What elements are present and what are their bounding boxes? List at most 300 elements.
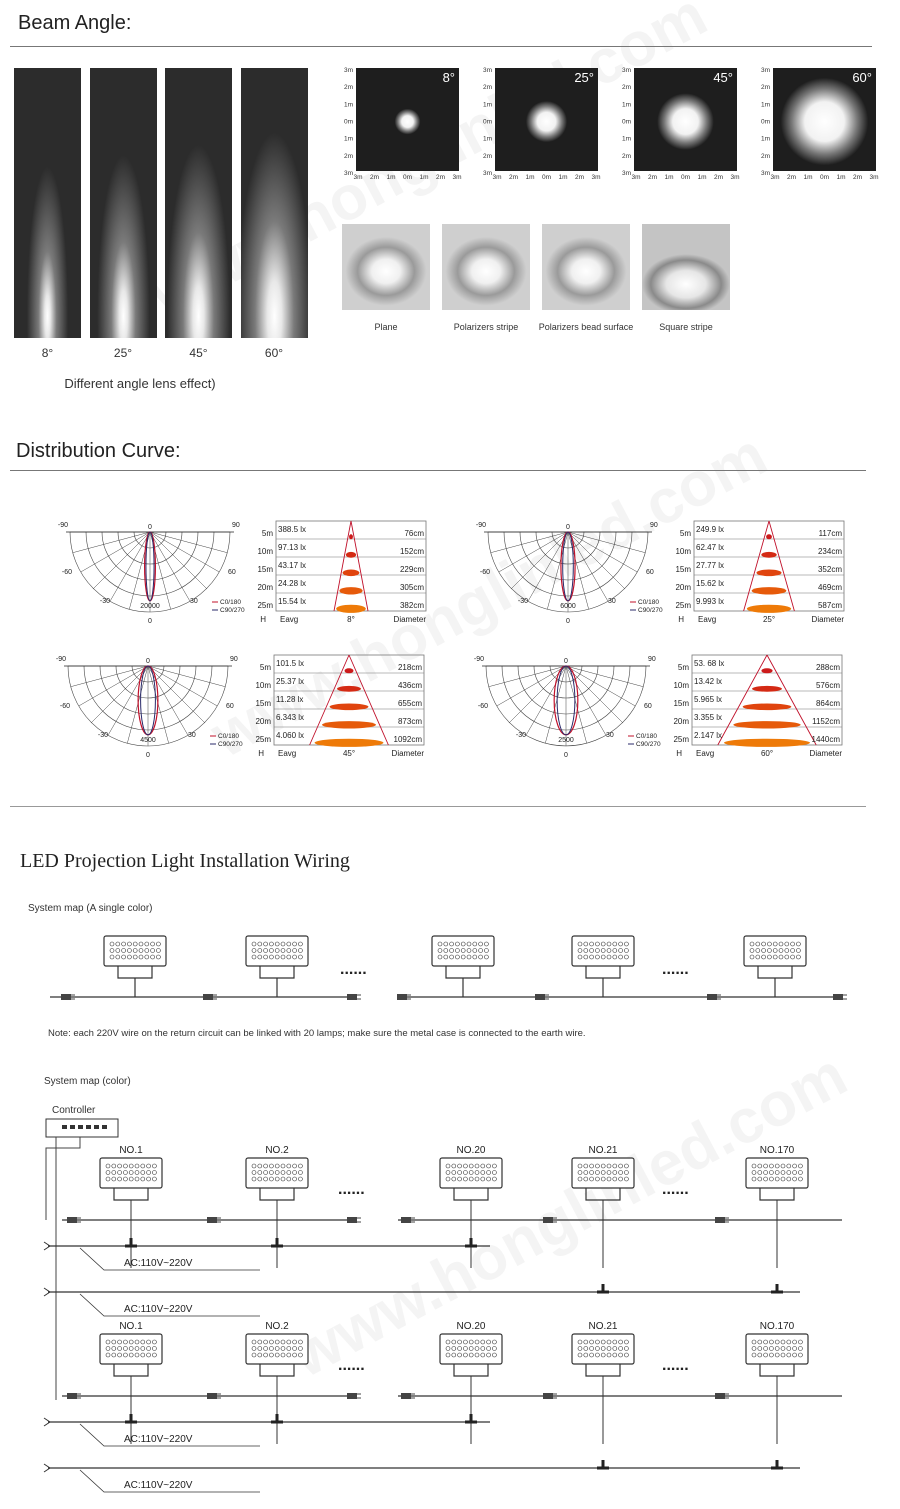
t-connector [597,1460,609,1468]
polar-spoke [491,532,568,553]
axis-tick: 1m [482,101,492,109]
led-bead [446,1164,450,1168]
led-bead [590,1171,594,1175]
led-bead [487,1340,491,1344]
led-bead [601,949,605,953]
led-bead [781,1177,785,1181]
led-bead [578,949,582,953]
led-bead [463,1177,467,1181]
led-bead [487,1353,491,1357]
led-bead [444,955,448,959]
led-bead [287,1177,291,1181]
led-bead [613,942,617,946]
led-bead [463,1164,467,1168]
led-bead [775,1177,779,1181]
led-bead [123,1353,127,1357]
lamp-bracket [760,1188,794,1200]
led-bead [298,1353,302,1357]
distribution-panel [56,655,424,759]
eavg-value: 13.42 lx [694,677,723,686]
diameter-value: 152cm [399,547,424,556]
polar-spoke [150,532,219,572]
led-bead [578,1347,582,1351]
axis-tick: 3m [343,170,353,177]
led-bead [584,1340,588,1344]
axis-tick: 2m [508,174,519,181]
led-bead [619,942,623,946]
axis-tick: 2m [574,174,585,181]
divider [10,806,866,807]
polar-spoke [568,532,608,601]
height-label: 10m [257,547,273,556]
beam-spot [724,739,810,747]
led-bead [578,1171,582,1175]
connector-body [715,1393,725,1399]
led-bead [287,942,291,946]
polar-spoke [150,532,227,553]
controller-port [102,1125,107,1129]
diameter-value: 234cm [817,547,842,556]
polar-label: 30 [188,732,196,739]
led-bead [147,1171,151,1175]
axis-tick: 1m [836,174,846,181]
led-bead [595,942,599,946]
led-bead [452,1164,456,1168]
led-bead [469,1340,473,1344]
eavg-value: 53. 68 lx [694,659,725,668]
led-bead [123,1177,127,1181]
led-bead [752,1340,756,1344]
led-bead [281,1164,285,1168]
cone-angle: 60° [760,749,774,758]
led-bead [145,949,149,953]
axis-tick: 1m [760,135,770,143]
led-bead [584,1177,588,1181]
led-bead [116,955,120,959]
light-spot [395,109,421,135]
led-bead [258,942,262,946]
led-bead [619,1340,623,1344]
led-bead [298,955,302,959]
cone-angle: 25° [762,615,776,624]
polar-spoke [545,666,566,743]
led-bead [487,1171,491,1175]
led-bead [787,1164,791,1168]
height-label: 20m [673,717,689,726]
connector-body [715,1217,725,1223]
led-bead [775,1340,779,1344]
axis-tick: 1m [482,135,492,143]
divider [10,46,872,47]
polar-scale: 4500 [140,737,156,744]
polar-spoke [511,532,568,589]
led-bead [595,955,599,959]
led-bead [787,1177,791,1181]
led-bead [481,1177,485,1181]
led-bead [752,1164,756,1168]
polar-label: 0 [564,658,568,665]
led-bead [607,949,611,953]
axis-tick: 1m [803,174,813,181]
led-bead [613,949,617,953]
led-bead [135,1353,139,1357]
led-bead [607,1340,611,1344]
led-bead [481,1340,485,1344]
polar-label: -30 [97,732,108,739]
led-bead [601,1353,605,1357]
beam-spot [733,721,800,728]
led-bead [584,942,588,946]
axis-tick: 3m [730,174,740,181]
connector-body [347,1393,357,1399]
led-bead [287,1353,291,1357]
led-bead [269,1340,273,1344]
spot-chart [761,67,879,181]
led-bead [578,955,582,959]
connector-body [535,994,545,1000]
led-bead [798,1340,802,1344]
led-bead [773,942,777,946]
polar-chart [474,656,661,759]
polar-label: 0 [146,658,150,665]
led-bead [116,942,120,946]
diameter-value: 587cm [817,601,842,610]
led-bead [135,1340,139,1344]
continuation-dots: ...... [662,961,689,978]
beam-spot [743,704,792,711]
led-bead [112,1340,116,1344]
spot-angle: 60° [852,70,872,85]
led-bead [264,1177,268,1181]
led-bead [750,942,754,946]
t-connector [125,1238,137,1246]
cable-connector [833,994,847,1000]
led-bead [479,942,483,946]
led-bead [762,942,766,946]
eavg-label: Eavg [280,615,299,624]
led-bead [122,949,126,953]
continuation-dots: ...... [662,1357,689,1374]
height-label: 25m [255,735,271,744]
axis-tick: 3m [621,67,631,74]
height-label: 5m [259,663,271,672]
axis-tick: 2m [760,84,770,92]
led-bead [287,1171,291,1175]
beam-spot [330,704,369,711]
led-bead [481,1353,485,1357]
legend-c90: C90/270 [636,741,661,748]
spot-charts [336,62,886,192]
height-label: 10m [673,681,689,690]
led-bead [584,955,588,959]
eavg-value: 27.77 lx [696,561,725,570]
connector-body [543,1393,553,1399]
axis-tick: 2m [343,152,353,160]
diameter-value: 576cm [815,681,840,690]
led-bead [298,942,302,946]
led-bead [469,1347,473,1351]
led-bead [298,1340,302,1344]
led-bead [584,1347,588,1351]
axis-tick: 1m [386,174,396,181]
led-bead [613,955,617,959]
led-bead [781,1347,785,1351]
led-bead [764,1340,768,1344]
controller-label: Controller [52,1105,96,1116]
led-bead [133,955,137,959]
spot-angle: 45° [713,70,733,85]
diameter-value: 218cm [397,663,422,672]
light-spot [526,101,567,142]
led-bead [258,1164,262,1168]
led-bead [601,1177,605,1181]
led-bead [578,1177,582,1181]
led-bead [619,1164,623,1168]
polar-label: 60 [646,569,654,576]
eavg-label: Eavg [696,749,715,758]
connector-body [61,994,71,1000]
polar-label: -60 [61,569,72,576]
connector-body [347,1217,357,1223]
led-bead [762,949,766,953]
led-bead [756,942,760,946]
beam-photo-angle: 45° [189,346,208,360]
led-bead [135,1171,139,1175]
axis-tick: 3m [760,67,770,74]
axis-tick: 2m [647,174,658,181]
led-bead [129,1340,133,1344]
led-bead [129,1353,133,1357]
flood-light-fixture [246,1334,308,1376]
t-connector [771,1284,783,1292]
lamp-number: NO.170 [759,1145,795,1156]
plug-icon [44,1418,50,1426]
led-bead [607,942,611,946]
led-bead [450,949,454,953]
led-bead [475,1347,479,1351]
led-bead [151,942,155,946]
polar-label: -90 [473,656,484,663]
led-bead [791,942,795,946]
led-bead [601,1171,605,1175]
divider [10,470,866,471]
eavg-value: 15.62 lx [696,579,725,588]
led-bead [595,1171,599,1175]
polar-label: 90 [648,656,656,663]
diameter-value: 655cm [397,699,422,708]
led-bead [607,1353,611,1357]
lamp-bracket [260,1364,294,1376]
led-bead [758,1171,762,1175]
led-bead [798,1177,802,1181]
polar-label: -60 [477,703,488,710]
led-bead [281,1171,285,1175]
led-bead [590,1164,594,1168]
flood-light-fixture [572,936,634,978]
lamp-bracket [260,1188,294,1200]
led-bead [487,1347,491,1351]
led-bead [123,1340,127,1344]
axis-tick: 0m [819,174,830,181]
led-bead [796,949,800,953]
led-bead [293,1177,297,1181]
led-bead [147,1347,151,1351]
axis-tick: 0m [343,118,353,126]
illuminance-table [257,521,426,624]
led-bead [112,1353,116,1357]
led-bead [764,1171,768,1175]
led-bead [281,1347,285,1351]
height-label: 5m [679,529,691,538]
led-bead [275,1177,279,1181]
led-bead [452,1171,456,1175]
axis-tick: 0m [621,118,631,126]
led-bead [481,1347,485,1351]
spot-chart [622,67,740,181]
polar-spoke [528,532,568,601]
h-label: H [676,749,682,758]
axis-tick: 3m [591,174,601,181]
led-bead [758,1353,762,1357]
led-bead [467,955,471,959]
led-bead [767,955,771,959]
eavg-value: 4.060 lx [276,731,305,740]
led-bead [458,1177,462,1181]
t-connector [465,1238,477,1246]
led-bead [106,1353,110,1357]
axis-tick: 2m [482,152,492,160]
led-bead [775,1171,779,1175]
axis-tick: 3m [869,174,879,181]
diameter-label: Diameter [809,749,842,758]
lens-photo [542,224,630,310]
connector-body [207,1217,217,1223]
led-bead [446,1347,450,1351]
led-bead [798,1347,802,1351]
led-bead [793,1347,797,1351]
continuation-dots: ...... [662,1181,689,1198]
led-bead [781,1340,785,1344]
led-bead [438,942,442,946]
led-bead [287,1340,291,1344]
led-bead [446,1171,450,1175]
polar-spoke [568,532,625,589]
led-bead [607,1171,611,1175]
lamp-number: NO.1 [119,1145,143,1156]
led-bead [578,1340,582,1344]
polar-spoke [489,666,566,687]
led-bead [781,1353,785,1357]
continuation-dots: ...... [340,961,367,978]
led-bead [106,1177,110,1181]
polar-label: 0 [148,618,152,625]
led-bead [595,1177,599,1181]
lamp-bracket [758,966,792,978]
led-bead [767,949,771,953]
led-bead [590,1177,594,1181]
led-bead [293,942,297,946]
led-bead [461,949,465,953]
diameter-value: 76cm [404,529,424,538]
led-bead [264,955,268,959]
led-bead [798,1353,802,1357]
polar-label: 0 [564,752,568,759]
eavg-value: 97.13 lx [278,543,307,552]
led-bead [455,942,459,946]
led-bead [752,1171,756,1175]
led-bead [264,942,268,946]
led-bead [578,942,582,946]
axis-tick: 3m [452,174,462,181]
eavg-value: 6.343 lx [276,713,305,722]
led-bead [141,1340,145,1344]
height-label: 15m [257,565,273,574]
led-bead [123,1171,127,1175]
led-bead [796,955,800,959]
beam-angle-title: Beam Angle: [18,12,132,34]
led-bead [141,1353,145,1357]
polar-label: 0 [566,524,570,531]
led-bead [118,1164,122,1168]
legend-c0: C0/180 [218,733,239,740]
led-bead [287,1347,291,1351]
lamp-number: NO.20 [456,1145,486,1156]
led-bead [601,1340,605,1344]
led-bead [118,1353,122,1357]
beam-photo-angle: 8° [41,346,54,360]
led-bead [281,955,285,959]
beam-photo-angle: 25° [113,346,133,360]
axis-tick: 1m [343,101,353,109]
ac-label: AC:110V~220V [124,1434,193,1445]
led-bead [275,1164,279,1168]
led-bead [492,1177,496,1181]
connector-body [397,994,407,1000]
lens-caption: Square stripe [659,322,713,332]
distribution-curve-title: Distribution Curve: [16,440,181,462]
led-bead [607,1164,611,1168]
polar-chart [56,656,243,759]
axis-tick: 3m [482,170,492,177]
color-system-label: System map (color) [44,1076,131,1087]
led-bead [601,1164,605,1168]
led-bead [446,1353,450,1357]
diameter-value: 305cm [399,583,424,592]
ac-label: AC:110V~220V [124,1304,193,1315]
h-label: H [258,749,264,758]
cone-angle: 8° [347,615,355,624]
led-bead [281,942,285,946]
led-bead [624,942,628,946]
led-bead [764,1347,768,1351]
flood-light-fixture [572,1158,634,1200]
beam-photo [90,68,157,338]
led-bead [450,942,454,946]
led-bead [147,1353,151,1357]
eavg-value: 2.147 lx [694,731,723,740]
wiring-note: Note: each 220V wire on the return circuit can be linked with 20 lamps; make sure the metal case is connected to the earth wire. [48,1028,586,1039]
polar-label: 90 [650,522,658,529]
controller-port [78,1125,83,1129]
led-bead [264,1340,268,1344]
led-bead [781,1164,785,1168]
beam-spot [345,668,354,673]
polar-label: 90 [232,522,240,529]
led-bead [484,942,488,946]
beam-spot [747,605,791,613]
connector-body [67,1393,77,1399]
led-bead [287,955,291,959]
